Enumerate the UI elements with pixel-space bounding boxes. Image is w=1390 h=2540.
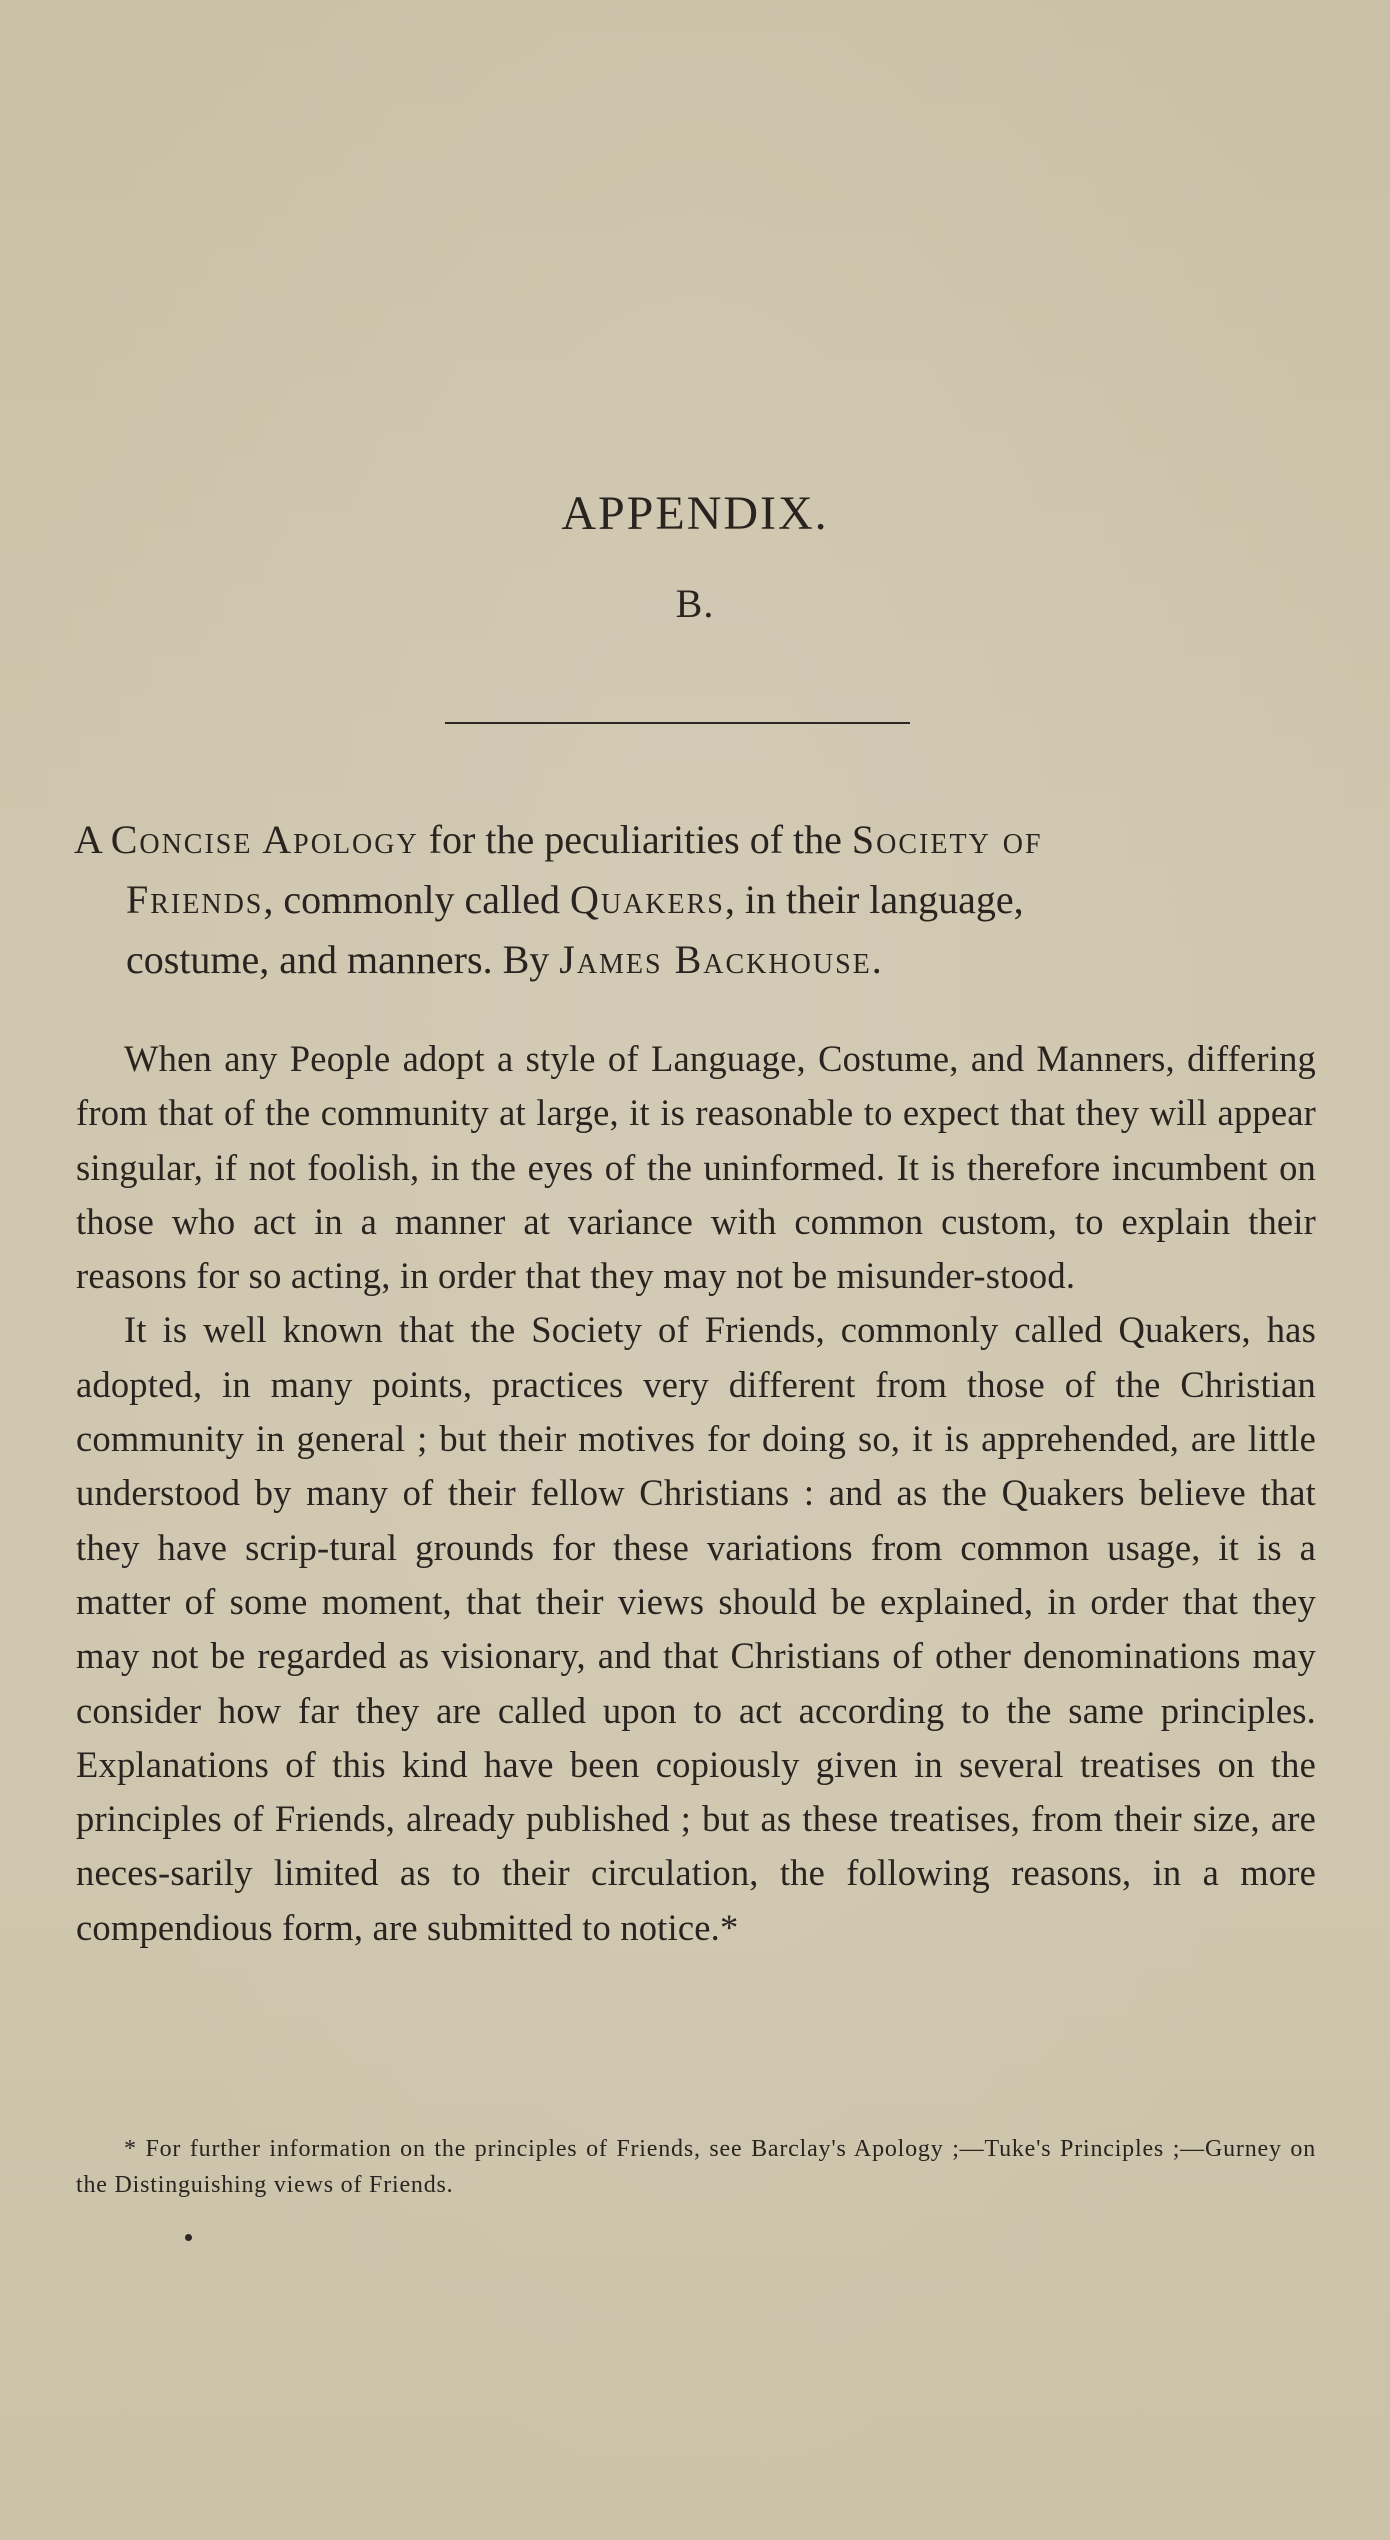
divider-rule: [445, 722, 910, 724]
title-text: A: [74, 817, 111, 862]
paragraph: It is well known that the Society of Friends, commonly called Quakers, has adopted, in many points, practices very different from those of the Christian community in general ; but their motives for doing so, it is apprehended, are little understood by many of their fellow Christians : and as the Quakers believe that they have scrip-tural grounds for these variations from common usage, it is a matter of some moment, that their views should be explained, in order that they may not be regarded as visionary, and that Christians of other denominations may consider how far they are called upon to act according to the same principles. Explanations of this kind have been copiously given in several treatises on the principles of Friends, already published ; but as these treatises, from their size, are neces-sarily limited as to their circulation, the following reasons, in a more compendious form, are submitted to notice.*: [76, 1309, 1316, 1948]
appendix-title: APPENDIX.: [561, 487, 829, 540]
title-small-caps: Friends: [126, 877, 264, 922]
author-name: James Backhouse: [559, 937, 872, 982]
essay-title-line-2: [74, 870, 1324, 930]
title-small-caps: Quakers: [569, 877, 725, 922]
body-text: [76, 1032, 1316, 1955]
title-text: for the peculiarities of the: [418, 817, 852, 862]
footnote: [76, 2131, 1316, 2203]
appendix-letter: B.: [675, 581, 715, 626]
essay-title-line-3: [74, 930, 1324, 990]
title-small-caps: Concise Apology: [110, 817, 419, 862]
ink-dot: [185, 2234, 192, 2241]
footnote-text: * For further information on the principles of Friends, see Barclay's Apology ;—Tuke's Principles ;—Gurney on the Distinguishing views of Friends.: [76, 2136, 1316, 2198]
essay-title-line-1: [74, 810, 1324, 870]
title-small-caps: Society of: [851, 817, 1043, 862]
paragraph: When any People adopt a style of Language, Costume, and Manners, differing from that of the community at large, it is reasonable to expect that they will appear singular, if not foolish, in the eyes of the uninformed. It is therefore incumbent on those who act in a manner at variance with common custom, to explain their reasons for so acting, in order that they may not be misunder-stood.: [76, 1038, 1316, 1297]
title-text: , commonly called: [263, 877, 570, 922]
title-text: , in their language,: [724, 877, 1024, 922]
title-text: .: [871, 937, 882, 982]
essay-title: [74, 810, 1324, 990]
title-text: costume, and manners. By: [126, 937, 560, 982]
